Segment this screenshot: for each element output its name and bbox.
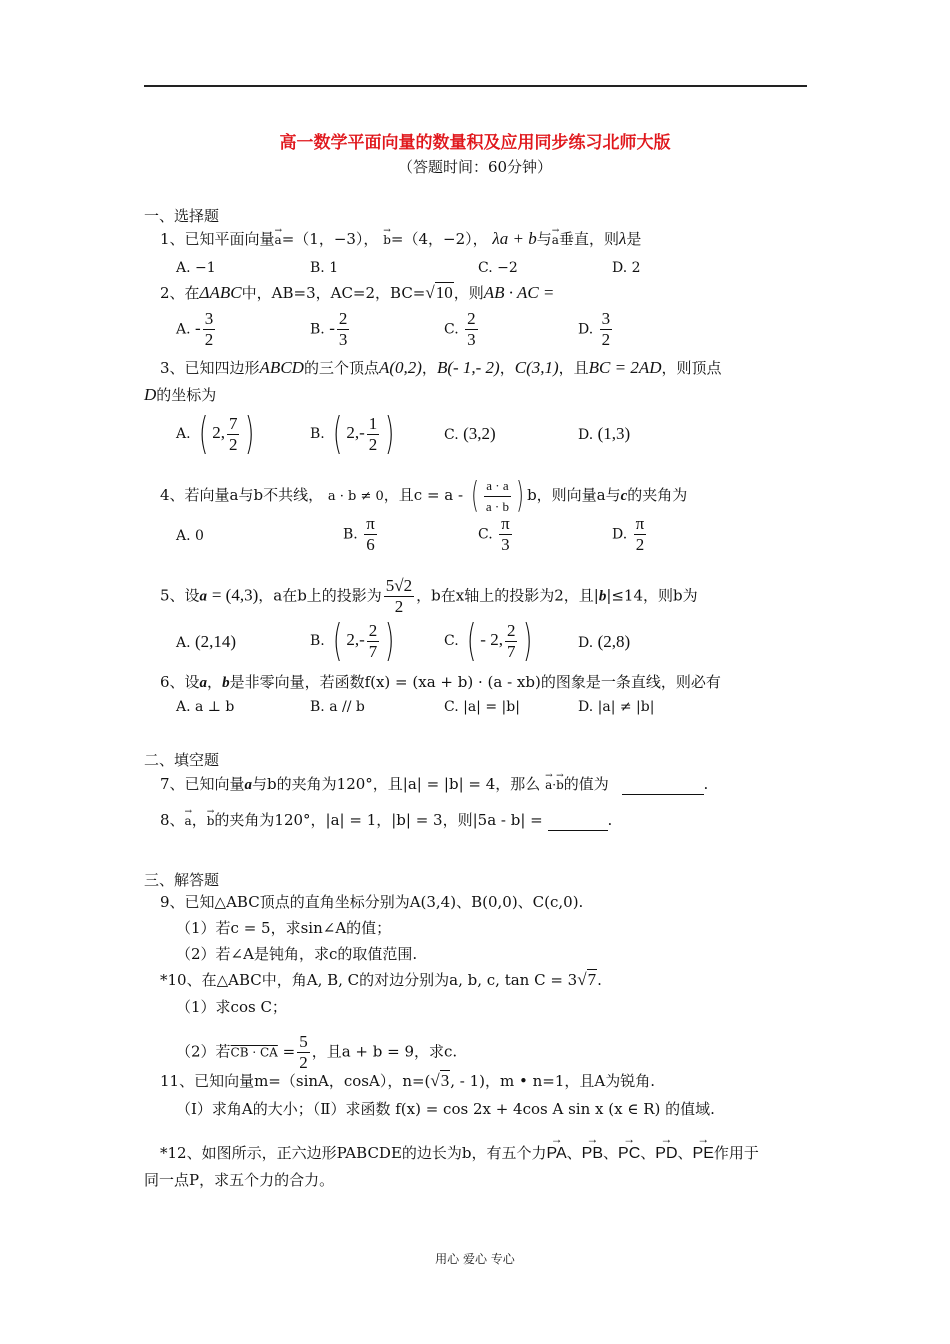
- question-3-line2: D的坐标为: [144, 385, 217, 404]
- q5-option-a[interactable]: A. (2,14): [176, 632, 237, 651]
- q1-option-c[interactable]: C. −2: [478, 260, 518, 276]
- vector-a-symbol: → a: [185, 811, 192, 831]
- answer-blank-7[interactable]: [622, 774, 704, 795]
- question-10: *10、在△ABC中，角A, B, C的对边分别为a, b, c, tan C = 3√7.: [160, 970, 602, 989]
- question-10-part1: （1）求cos C；: [176, 998, 287, 1016]
- arrow-icon: →: [697, 1132, 710, 1146]
- fraction: $\frac{3}{2}$: [204, 309, 214, 349]
- vector-b-symbol: → b: [207, 811, 215, 831]
- q3-option-b[interactable]: B. ( 2,- $\frac{1}{2}$ ): [310, 408, 395, 459]
- question-12: *12、如图所示，正六边形PABCDE的边长为b，有五个力 → PA、 → PB、 → PC、 → PD、 → PE作用于: [160, 1132, 759, 1162]
- question-11-parts: （Ⅰ）求角A的大小；（Ⅱ）求函数 f(x) = cos 2x + 4cos A sin x (x ∈ R) 的值域.: [176, 1100, 715, 1118]
- fraction: $\frac{\pi}{3}$: [501, 514, 510, 554]
- question-8: 8、→ a，→ b的夹角为120°，|a| = 1，|b| = 3，则|5a - b| = .: [160, 810, 612, 831]
- q1-option-a[interactable]: A. −1: [176, 260, 216, 276]
- fraction: $\frac{2}{3}$: [338, 309, 348, 349]
- q2-option-d[interactable]: D. $\frac{3}{2}$: [578, 309, 611, 349]
- question-9-part2: （2）若∠A是钝角，求c的取值范围.: [176, 945, 418, 963]
- fraction: $\frac{2}{7}$: [506, 620, 516, 661]
- paren-right: ): [385, 408, 395, 459]
- q6-option-b[interactable]: B. a // b: [310, 699, 365, 715]
- q5-option-c[interactable]: C. ( - 2, $\frac{2}{7}$ ): [444, 615, 533, 666]
- paren-left: (: [333, 615, 343, 666]
- paren-left: (: [198, 408, 209, 459]
- arrow-icon: →: [586, 1132, 599, 1146]
- fraction: $\frac{\pi}{6}$: [366, 514, 375, 554]
- q1-option-d[interactable]: D. 2: [612, 260, 641, 276]
- header-rule: [144, 85, 807, 87]
- arrow-icon: →: [660, 1132, 673, 1146]
- arrow-icon: →: [623, 1132, 636, 1146]
- page-title: 高一数学平面向量的数量积及应用同步练习北师大版: [279, 133, 671, 153]
- fraction: $\frac{5}{2}$: [299, 1032, 308, 1072]
- q4-option-c[interactable]: C. $\frac{\pi}{3}$: [478, 514, 510, 554]
- q6-option-c[interactable]: C. |a| = |b|: [444, 699, 520, 715]
- vector-b-symbol: → b: [556, 775, 564, 795]
- q6-option-a[interactable]: A. a ⊥ b: [176, 699, 235, 715]
- q3-option-d[interactable]: D. (1,3): [578, 424, 631, 443]
- q2-option-a[interactable]: A. - $\frac{3}{2}$: [176, 309, 214, 349]
- vector-a-symbol: → a: [545, 775, 552, 795]
- q6-option-d[interactable]: D. |a| ≠ |b|: [578, 699, 655, 715]
- section-heading-choice: 一、选择题: [144, 207, 220, 225]
- fraction: $\frac{2}{3}$: [467, 309, 476, 349]
- paren-right: ): [245, 408, 255, 459]
- question-7: 7、已知向量a与b的夹角为120°，且|a| = |b| = 4，那么 → a·→ b的值为 .: [160, 774, 708, 795]
- fraction: $\frac{a \cdot a}{a \cdot b}$: [484, 476, 511, 517]
- vector-a-symbol: → a: [275, 230, 282, 250]
- paren-left: (: [333, 408, 343, 459]
- question-3: 3、已知四边形ABCD的三个顶点A(0,2)，B(- 1,- 2)，C(3,1)，且BC = 2AD，则顶点: [160, 358, 722, 377]
- question-5: 5、设a = (4,3)，a在b上的投影为 $\frac{5√2}{2}$ ，b在x轴上的投影为2，且|b|≤14，则b为: [160, 576, 698, 616]
- fraction: $\frac{7}{2}$: [228, 413, 238, 454]
- q5-option-d[interactable]: D. (2,8): [578, 632, 631, 651]
- q4-option-d[interactable]: D. $\frac{\pi}{2}$: [612, 514, 645, 554]
- paren-right: ): [385, 615, 395, 666]
- question-12-line2: 同一点P，求五个力的合力。: [144, 1171, 335, 1189]
- fraction: $\frac{3}{2}$: [601, 309, 611, 349]
- sqrt-3: √3: [430, 1071, 450, 1090]
- force-vector: → PE: [692, 1132, 714, 1162]
- force-vector: → PB: [581, 1132, 604, 1162]
- q5-option-b[interactable]: B. ( 2,- $\frac{2}{7}$ ): [310, 615, 395, 666]
- q1-option-b[interactable]: B. 1: [310, 260, 339, 276]
- question-6: 6、设a，b是非零向量，若函数f(x) = (xa + b) · (a - xb)的图象是一条直线，则必有: [160, 673, 721, 691]
- q3-option-a[interactable]: A. ( 2, $\frac{7}{2}$ ): [176, 408, 255, 459]
- arrow-icon: →: [550, 1132, 563, 1146]
- q2-option-b[interactable]: B. - $\frac{2}{3}$: [310, 309, 348, 349]
- question-10-part2: （2）若CB · CA = $\frac{5}{2}$ ，且a + b = 9，求c.: [176, 1032, 458, 1072]
- paren-right: ): [523, 615, 533, 666]
- fraction: $\frac{1}{2}$: [368, 413, 378, 454]
- force-vector: → PA: [546, 1132, 567, 1162]
- question-4: 4、若向量a与b不共线， a · b ≠ 0，且c = a - ( $\frac{a \cdot a}{a \cdot b}$ ) b，则向量a与c的夹角为: [160, 475, 688, 516]
- sqrt-7: √7: [577, 970, 597, 989]
- q2-option-c[interactable]: C. $\frac{2}{3}$: [444, 309, 476, 349]
- question-11: 11、已知向量m=（sinA，cosA），n=(√3, - 1)，m • n=1，且A为锐角.: [160, 1071, 656, 1090]
- section-heading-fill: 二、填空题: [144, 751, 220, 769]
- paren-left: (: [466, 615, 477, 666]
- question-9: 9、已知△ABC顶点的直角坐标分别为A(3,4)、B(0,0)、C(c,0).: [160, 893, 584, 911]
- sqrt-10: √10: [425, 283, 453, 302]
- question-9-part1: （1）若c = 5，求sin∠A的值；: [176, 919, 392, 937]
- section-heading-solve: 三、解答题: [144, 871, 220, 889]
- dot-operator: ·: [552, 778, 557, 792]
- q4-option-b[interactable]: B. $\frac{\pi}{6}$: [343, 514, 375, 554]
- force-vector: → PD: [655, 1132, 678, 1162]
- fraction: $\frac{2}{7}$: [368, 620, 378, 661]
- answer-blank-8[interactable]: [548, 810, 608, 831]
- fraction: $\frac{\pi}{2}$: [635, 514, 645, 554]
- paren-right: ): [516, 475, 524, 516]
- q3-option-c[interactable]: C. (3,2): [444, 424, 496, 443]
- question-2: 2、在ΔABC中，AB=3，AC=2，BC=√10，则AB · AC =: [160, 283, 555, 302]
- page-subtitle: （答题时间：60分钟）: [397, 158, 553, 176]
- vector-b-symbol: → b: [383, 230, 391, 250]
- force-vector: → PC: [618, 1132, 641, 1162]
- question-1: 1、已知平面向量→ a=（1，−3）， → b=（4，−2）， λa + b与→ a垂直，则λ是: [160, 229, 641, 250]
- paren-left: (: [471, 475, 479, 516]
- page-footer: 用心 爱心 专心: [435, 1252, 515, 1266]
- fraction: $\frac{5√2}{2}$: [385, 576, 413, 616]
- q4-option-a[interactable]: A. 0: [176, 528, 204, 544]
- vector-a-symbol-2: → a: [552, 230, 559, 250]
